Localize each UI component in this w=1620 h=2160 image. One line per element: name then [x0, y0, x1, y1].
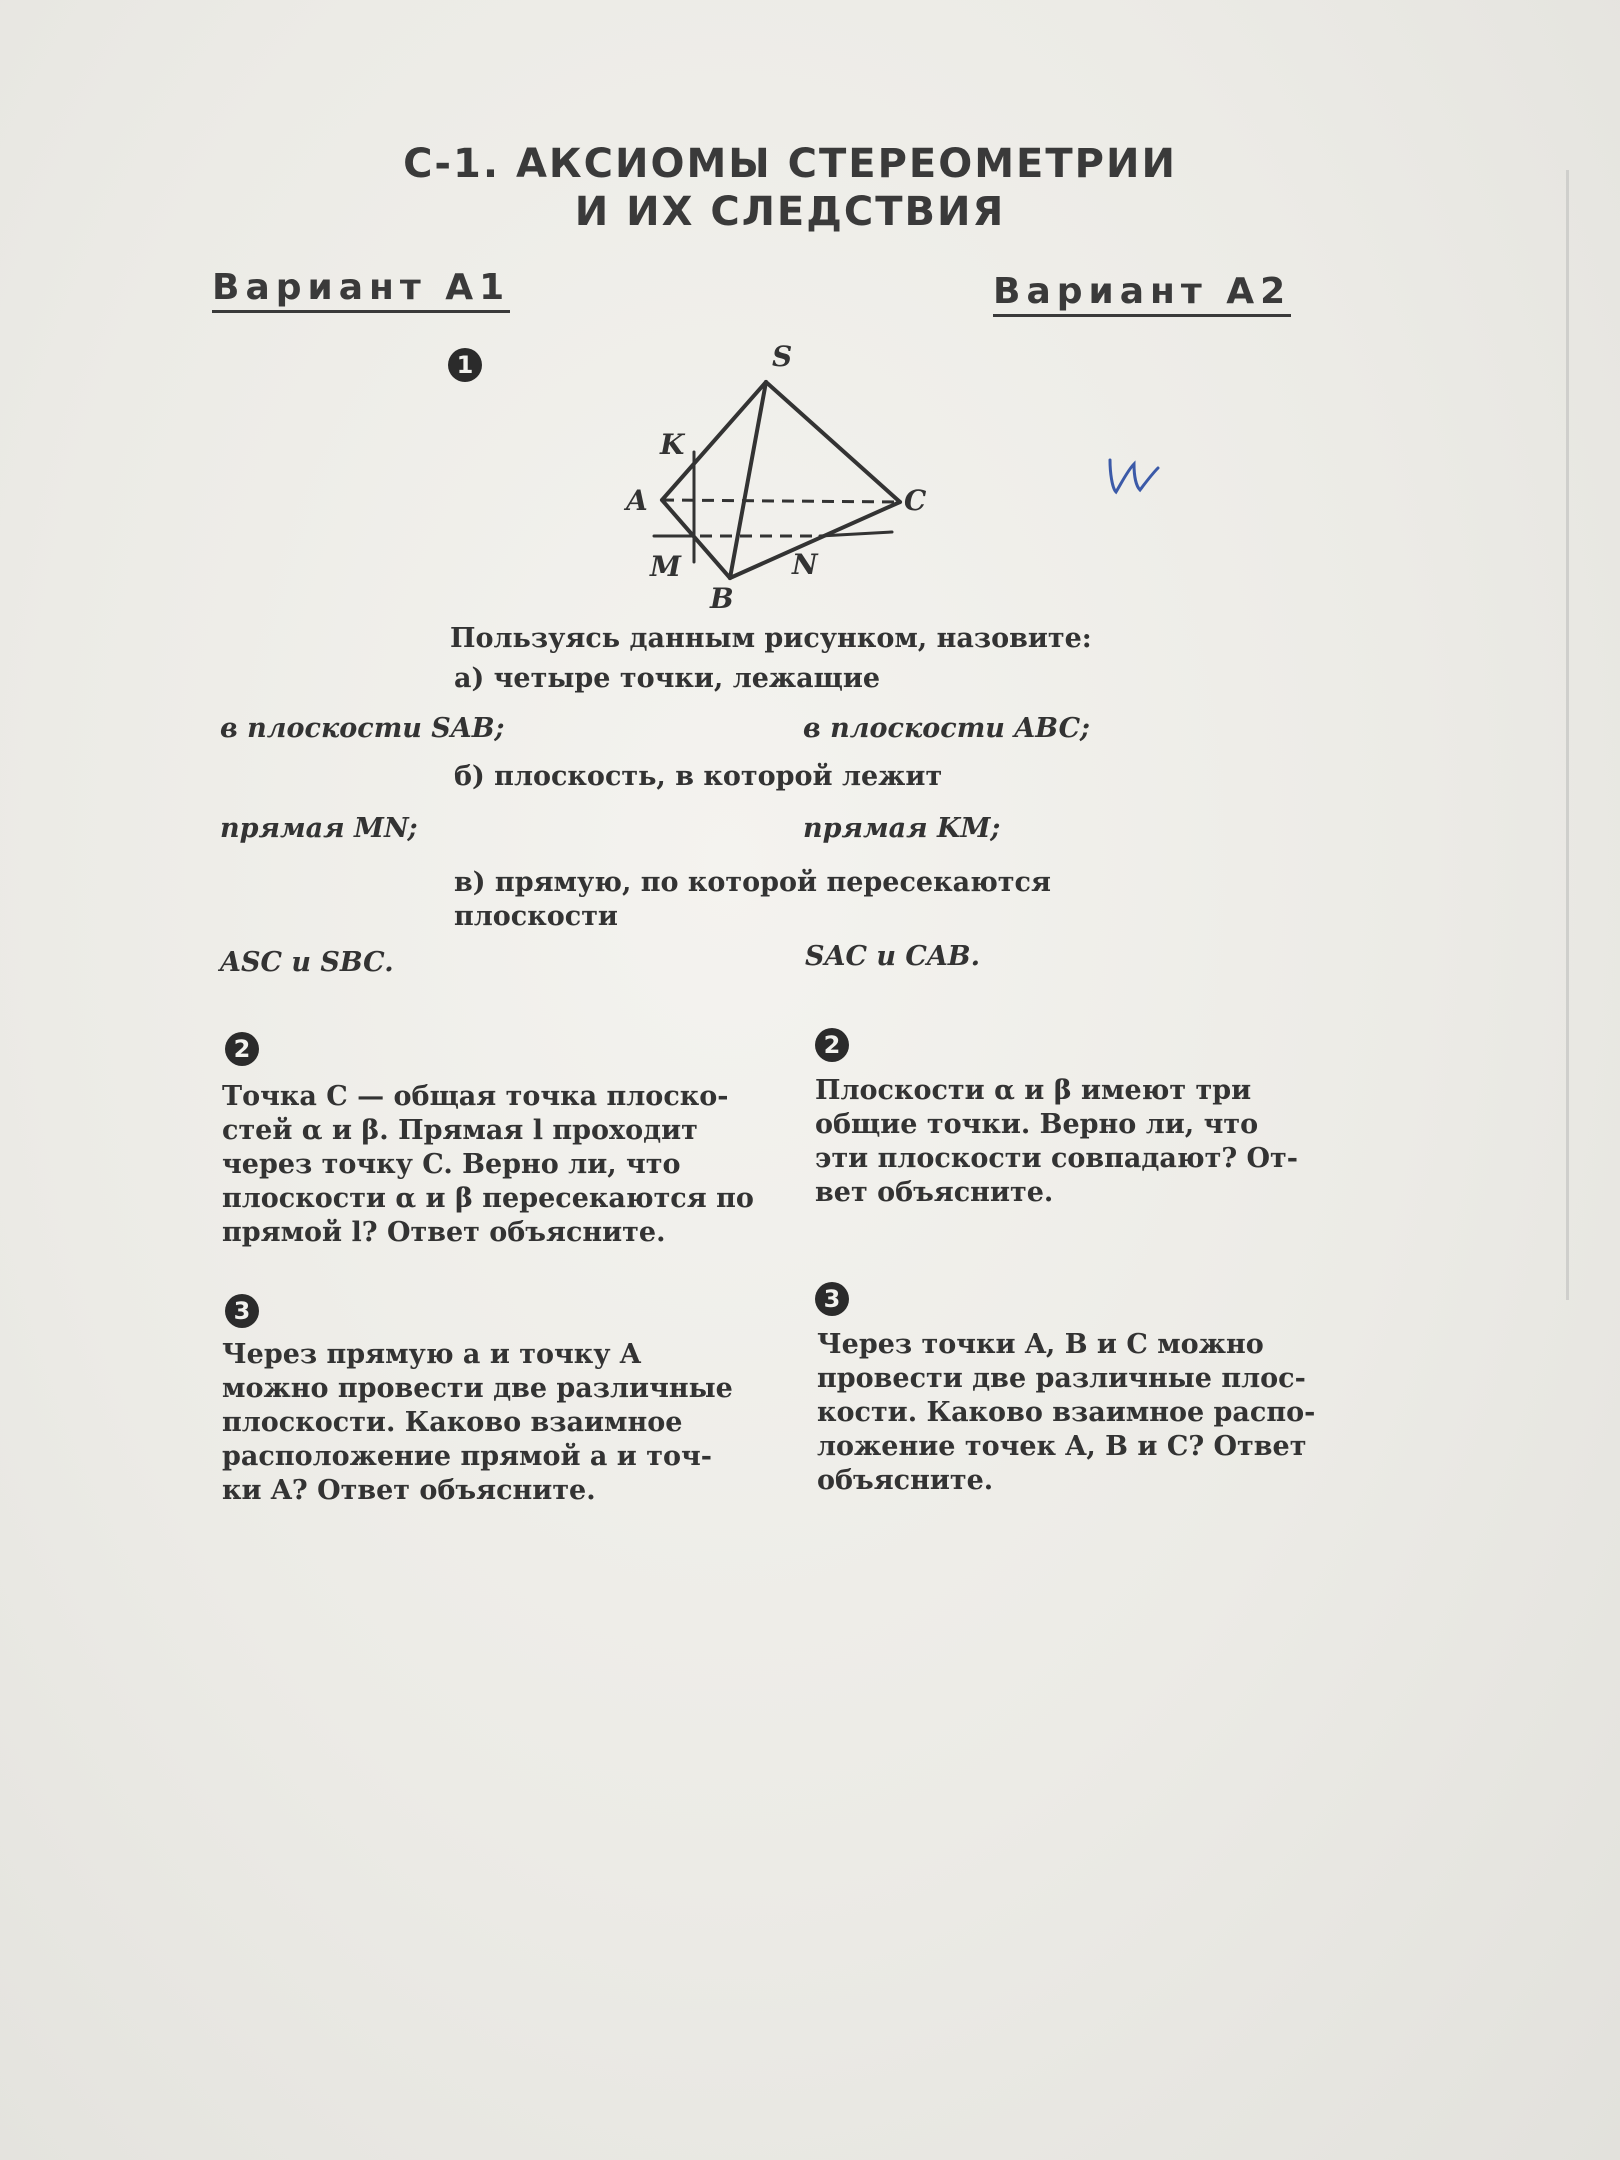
task-1-a-variant-2: в плоскости ABC; [803, 713, 1091, 744]
page-title-line-2: И ИХ СЛЕДСТВИЯ [574, 189, 1006, 235]
task-1-b-variant-2: прямая KM; [803, 813, 1001, 844]
task-2-v1-line: Точка C — общая точка плоско- [222, 1081, 729, 1112]
task-3-v2-line: объясните. [817, 1465, 994, 1496]
task-3-v2-line: провести две различные плос- [817, 1363, 1306, 1394]
handwritten-mark [1104, 452, 1164, 502]
label-N: N [792, 548, 818, 581]
task-2-variant-1-text [222, 1080, 792, 1250]
task-1-number: 1 [448, 348, 482, 382]
label-A: A [626, 484, 648, 517]
task-1-c-variant-2: SAC и CAB. [805, 941, 981, 972]
task-1-c-variant-1: ASC и SBC. [220, 947, 394, 978]
label-M: M [650, 550, 681, 583]
variant-a2-heading: Вариант А2 [993, 272, 1291, 317]
task-2-v2-line: эти плоскости совпадают? От- [815, 1143, 1298, 1174]
edge-SB [730, 382, 766, 578]
task-2-variant-2-text [815, 1074, 1385, 1210]
task-3-v2-line: Через точки A, B и C можно [817, 1329, 1264, 1360]
page-edge-shadow [1566, 170, 1569, 1300]
label-C: C [904, 484, 927, 517]
task-3-number-variant-2: 3 [815, 1282, 849, 1316]
task-3-variant-2-text [817, 1328, 1387, 1498]
label-B: B [710, 582, 734, 615]
task-2-number-variant-1: 2 [225, 1032, 259, 1066]
task-3-variant-1-text [222, 1338, 792, 1508]
task-2-v1-line: через точку C. Верно ли, что [222, 1149, 681, 1180]
task-1-part-b: б) плоскость, в которой лежит [454, 761, 943, 792]
task-3-v1-line: расположение прямой a и точ- [222, 1441, 712, 1472]
task-1-part-c-line-1: в) прямую, по которой пересекаются [454, 867, 1051, 898]
pyramid-figure [610, 330, 940, 620]
task-2-v1-line: стей α и β. Прямая l проходит [222, 1115, 698, 1146]
task-1-part-a: а) четыре точки, лежащие [454, 663, 881, 694]
label-K: K [660, 428, 685, 461]
task-3-number-variant-1: 3 [225, 1294, 259, 1328]
task-2-v2-line: Плоскости α и β имеют три [815, 1075, 1252, 1106]
task-2-number-variant-2: 2 [815, 1028, 849, 1062]
page-title-line-1: С-1. АКСИОМЫ СТЕРЕОМЕТРИИ [403, 141, 1177, 187]
task-2-v1-line: прямой l? Ответ объясните. [222, 1217, 666, 1248]
variant-a1-heading: Вариант А1 [212, 268, 510, 313]
task-3-v1-line: можно провести две различные [222, 1373, 733, 1404]
task-2-v2-line: общие точки. Верно ли, что [815, 1109, 1259, 1140]
task-3-v2-line: ложение точек A, B и C? Ответ [817, 1431, 1307, 1462]
edge-SC [766, 382, 900, 502]
task-1-a-variant-1: в плоскости SAB; [220, 713, 505, 744]
task-1-intro: Пользуясь данным рисунком, назовите: [450, 623, 1092, 654]
task-2-v1-line: плоскости α и β пересекаются по [222, 1183, 754, 1214]
task-3-v1-line: ки A? Ответ объясните. [222, 1475, 596, 1506]
edge-AC-hidden [662, 500, 900, 502]
task-3-v1-line: плоскости. Каково взаимное [222, 1407, 683, 1438]
task-3-v1-line: Через прямую a и точку A [222, 1339, 641, 1370]
task-1-part-c-line-2: плоскости [454, 901, 618, 932]
task-2-v2-line: вет объясните. [815, 1177, 1054, 1208]
task-3-v2-line: кости. Каково взаимное распо- [817, 1397, 1316, 1428]
task-1-b-variant-1: прямая MN; [220, 813, 418, 844]
label-S: S [772, 340, 793, 373]
